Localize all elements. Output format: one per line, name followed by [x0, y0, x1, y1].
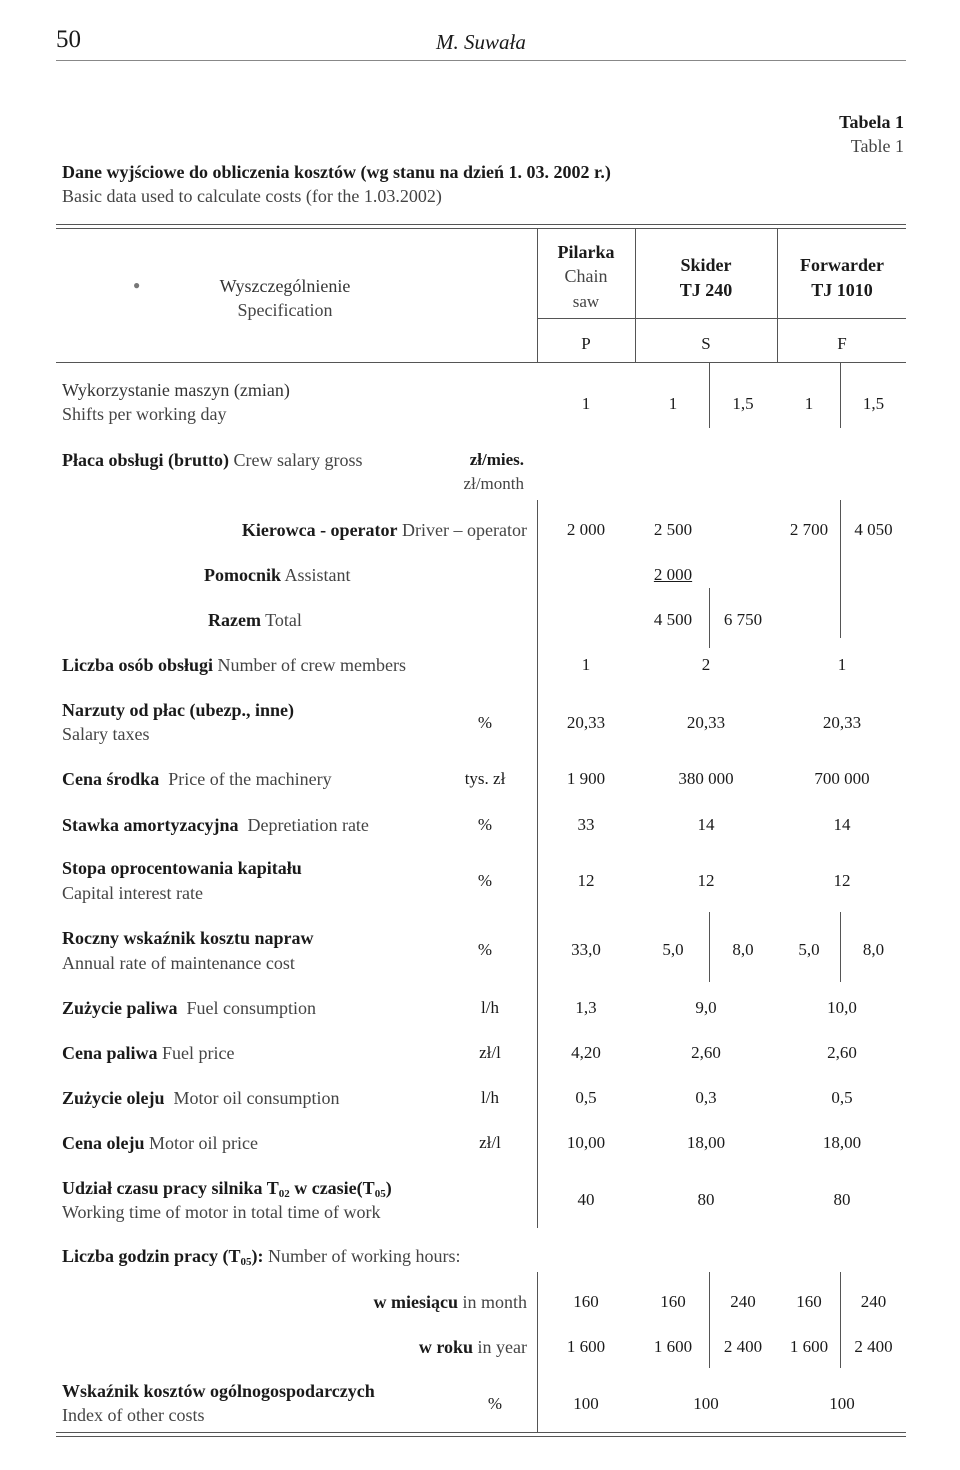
- price-label-pl: Cena środka: [62, 769, 160, 789]
- crew-p: 1: [581, 655, 591, 674]
- fuel-price-label-pl: Cena paliwa: [62, 1043, 158, 1063]
- month-f2: 240: [860, 1292, 887, 1311]
- motor-time-sub2: 05: [374, 1188, 386, 1200]
- hours-pl-b: ):: [251, 1246, 264, 1266]
- maint-f1: 5,0: [798, 940, 820, 959]
- taxes-p: 20,33: [566, 713, 606, 732]
- depr-unit: %: [477, 815, 493, 834]
- shifts-p: 1: [581, 394, 591, 413]
- total-s1: 4 500: [653, 610, 693, 629]
- salary-label: [62, 450, 363, 471]
- fuel-cons-f: 10,0: [827, 998, 857, 1017]
- fuel-cons-label: [62, 998, 316, 1019]
- oil-price-f: 18,00: [822, 1133, 862, 1152]
- maint-f2: 8,0: [862, 940, 885, 959]
- year-f1: 1 600: [789, 1337, 829, 1356]
- maint-unit: %: [477, 940, 493, 959]
- month-label-en: in month: [462, 1292, 527, 1312]
- other-unit: %: [487, 1394, 503, 1413]
- month-label: [250, 1292, 527, 1313]
- shifts-f1: 1: [804, 394, 814, 413]
- fuel-cons-label-en: Fuel consumption: [186, 998, 316, 1018]
- month-s1: 160: [660, 1292, 686, 1311]
- interest-label-pl: Stopa oprocentowania kapitału: [62, 858, 302, 878]
- interest-label-en: Capital interest rate: [62, 883, 203, 903]
- price-unit: tys. zł: [464, 769, 506, 788]
- shifts-s2: 1,5: [732, 394, 754, 413]
- fuel-cons-p: 1,3: [575, 998, 597, 1017]
- total-s2: 6 750: [723, 610, 763, 629]
- motor-time-f: 80: [833, 1190, 851, 1209]
- oil-cons-label-pl: Zużycie oleju: [62, 1088, 165, 1108]
- bullet-mark: ●: [133, 278, 141, 292]
- running-author: M. Suwała: [436, 30, 526, 54]
- total-label-pl: Razem: [208, 610, 261, 630]
- oil-cons-s: 0,3: [695, 1088, 717, 1107]
- depr-label-pl: Stawka amortyzacyjna: [62, 815, 239, 835]
- maint-label-pl: Roczny wskaźnik kosztu napraw: [62, 928, 314, 948]
- fuel-price-label-en: Fuel price: [162, 1043, 235, 1063]
- driver-label: [150, 520, 527, 541]
- fuel-cons-unit: l/h: [481, 998, 499, 1017]
- oil-price-label-pl: Cena oleju: [62, 1133, 145, 1153]
- chainsaw-header-2: saw: [572, 292, 600, 311]
- year-label: [250, 1337, 527, 1358]
- motor-time-pl-b: w czasie(T: [289, 1178, 375, 1198]
- shifts-label-pl: Wykorzystanie maszyn (zmian): [62, 380, 290, 400]
- fuel-cons-label-pl: Zużycie paliwa: [62, 998, 178, 1018]
- shifts-label-en: Shifts per working day: [62, 404, 227, 424]
- caption-en: Basic data used to calculate costs (for the 1.03.2002): [62, 186, 442, 206]
- maint-s1: 5,0: [662, 940, 684, 959]
- shifts-f2: 1,5: [862, 394, 885, 413]
- table-bottom-rule-2: [56, 1436, 906, 1437]
- maint-p: 33,0: [571, 940, 601, 959]
- assistant-label-en: Assistant: [284, 565, 351, 585]
- fuel-price-unit: zł/l: [479, 1043, 501, 1062]
- hours-label: [62, 1246, 460, 1268]
- other-label-pl: Wskaźnik kosztów ogólnogospodarczych: [62, 1381, 375, 1401]
- salary-label-en: Crew salary gross: [233, 450, 363, 470]
- maint-s2: 8,0: [732, 940, 754, 959]
- caption-pl: Dane wyjściowe do obliczenia kosztów (wg stanu na dzień 1. 03. 2002 r.): [62, 162, 611, 182]
- salary-unit-en: zł/month: [463, 474, 524, 493]
- taxes-label-en: Salary taxes: [62, 724, 150, 744]
- price-label-en: Price of the machinery: [168, 769, 332, 789]
- oil-price-unit: zł/l: [479, 1133, 501, 1152]
- motor-time-p: 40: [577, 1190, 595, 1209]
- motor-time-pl-c: ): [385, 1178, 392, 1198]
- interest-unit: %: [477, 871, 493, 890]
- taxes-label-pl: Narzuty od płac (ubezp., inne): [62, 700, 295, 720]
- salary-label-pl: Płaca obsługi (brutto): [62, 450, 230, 470]
- table-top-rule-2: [56, 228, 906, 229]
- maint-label-en: Annual rate of maintenance cost: [62, 953, 295, 973]
- hours-pl-a: Liczba godzin pracy (T: [62, 1246, 241, 1266]
- motor-time-label-pl: [62, 1178, 392, 1200]
- other-s: 100: [693, 1394, 719, 1413]
- fuel-cons-s: 9,0: [695, 998, 717, 1017]
- table-bottom-rule-1: [56, 1432, 906, 1433]
- year-label-pl: w roku: [418, 1337, 474, 1357]
- other-label-en: Index of other costs: [62, 1405, 205, 1425]
- month-f1: 160: [796, 1292, 822, 1311]
- shifts-s1: 1: [668, 394, 678, 413]
- hours-sub: 05: [240, 1256, 252, 1268]
- fuel-price-f: 2,60: [827, 1043, 857, 1062]
- month-s2: 240: [730, 1292, 756, 1311]
- motor-time-label-en: Working time of motor in total time of work: [62, 1202, 381, 1222]
- oil-cons-unit: l/h: [481, 1088, 499, 1107]
- assistant-label: [204, 565, 351, 586]
- depr-s: 14: [697, 815, 715, 834]
- year-s2: 2 400: [723, 1337, 763, 1356]
- price-s: 380 000: [678, 769, 734, 788]
- month-label-pl: w miesiącu: [373, 1292, 458, 1312]
- chainsaw-header-1: Chain: [564, 266, 608, 286]
- crew-label-pl: Liczba osób obsługi: [62, 655, 214, 675]
- driver-s: 2 500: [653, 520, 693, 539]
- table-label-en: Table 1: [850, 136, 904, 156]
- price-p: 1 900: [566, 769, 606, 788]
- assistant-label-pl: Pomocnik: [204, 565, 282, 585]
- page-number: 50: [56, 26, 81, 53]
- skider-header-1: Skider: [680, 255, 732, 275]
- forwarder-header-1: Forwarder: [800, 255, 884, 275]
- driver-f1: 2 700: [789, 520, 829, 539]
- motor-time-pl-a: Udział czasu pracy silnika T: [62, 1178, 279, 1198]
- col-line-header-3: [777, 228, 778, 362]
- interest-p: 12: [577, 871, 595, 890]
- depr-label: [62, 815, 369, 836]
- oil-cons-f: 0,5: [831, 1088, 853, 1107]
- interest-f: 12: [833, 871, 851, 890]
- interest-s: 12: [697, 871, 715, 890]
- table-label-pl: Tabela 1: [839, 112, 904, 132]
- symbol-s: S: [701, 334, 711, 353]
- oil-price-p: 10,00: [566, 1133, 606, 1152]
- driver-label-pl: Kierowca - operator: [241, 520, 398, 540]
- header-mid-rule: [538, 318, 906, 319]
- forwarder-header-2: TJ 1010: [811, 280, 873, 300]
- salary-unit-pl: zł/mies.: [469, 450, 524, 469]
- header-rule: [56, 60, 906, 61]
- symbol-p: P: [581, 334, 591, 353]
- price-f: 700 000: [814, 769, 870, 788]
- fuel-price-s: 2,60: [691, 1043, 721, 1062]
- oil-cons-label: [62, 1088, 339, 1109]
- fuel-price-p: 4,20: [571, 1043, 601, 1062]
- pilarka-header: Pilarka: [557, 242, 615, 262]
- crew-label-en: Number of crew members: [217, 655, 406, 675]
- depr-f: 14: [833, 815, 851, 834]
- header-bottom-rule: [56, 362, 906, 363]
- oil-price-label-en: Motor oil price: [149, 1133, 258, 1153]
- year-s1: 1 600: [653, 1337, 693, 1356]
- assistant-s: 2 000: [653, 565, 693, 584]
- symbol-f: F: [837, 334, 847, 353]
- crew-f: 1: [837, 655, 847, 674]
- table-top-rule-1: [56, 224, 906, 225]
- hours-label-en: Number of working hours:: [268, 1246, 461, 1266]
- col-line-body-1: [537, 500, 538, 1228]
- motor-time-sub1: 02: [278, 1188, 290, 1200]
- oil-price-s: 18,00: [686, 1133, 726, 1152]
- col-line-header-1: [537, 228, 538, 362]
- oil-cons-p: 0,5: [575, 1088, 597, 1107]
- month-p: 160: [573, 1292, 599, 1311]
- crew-s: 2: [701, 655, 711, 674]
- total-label: [208, 610, 302, 631]
- col-line-header-2: [635, 228, 636, 362]
- driver-f2: 4 050: [854, 520, 893, 539]
- depr-label-en: Depretiation rate: [247, 815, 369, 835]
- taxes-s: 20,33: [686, 713, 726, 732]
- spec-header-pl: Wyszczególnienie: [219, 276, 351, 296]
- driver-label-en: Driver – operator: [402, 520, 527, 540]
- price-label: [62, 769, 332, 790]
- spec-header-en: Specification: [237, 300, 333, 320]
- taxes-unit: %: [477, 713, 493, 732]
- motor-time-s: 80: [697, 1190, 715, 1209]
- crew-label: [62, 655, 406, 676]
- driver-p: 2 000: [566, 520, 606, 539]
- other-p: 100: [573, 1394, 599, 1413]
- total-label-en: Total: [265, 610, 302, 630]
- year-p: 1 600: [566, 1337, 606, 1356]
- skider-header-2: TJ 240: [679, 280, 733, 300]
- other-f: 100: [829, 1394, 855, 1413]
- fuel-price-label: [62, 1043, 235, 1064]
- oil-cons-label-en: Motor oil consumption: [173, 1088, 340, 1108]
- taxes-f: 20,33: [822, 713, 862, 732]
- year-f2: 2 400: [854, 1337, 893, 1356]
- oil-price-label: [62, 1133, 258, 1154]
- year-label-en: in year: [477, 1337, 527, 1357]
- depr-p: 33: [577, 815, 595, 834]
